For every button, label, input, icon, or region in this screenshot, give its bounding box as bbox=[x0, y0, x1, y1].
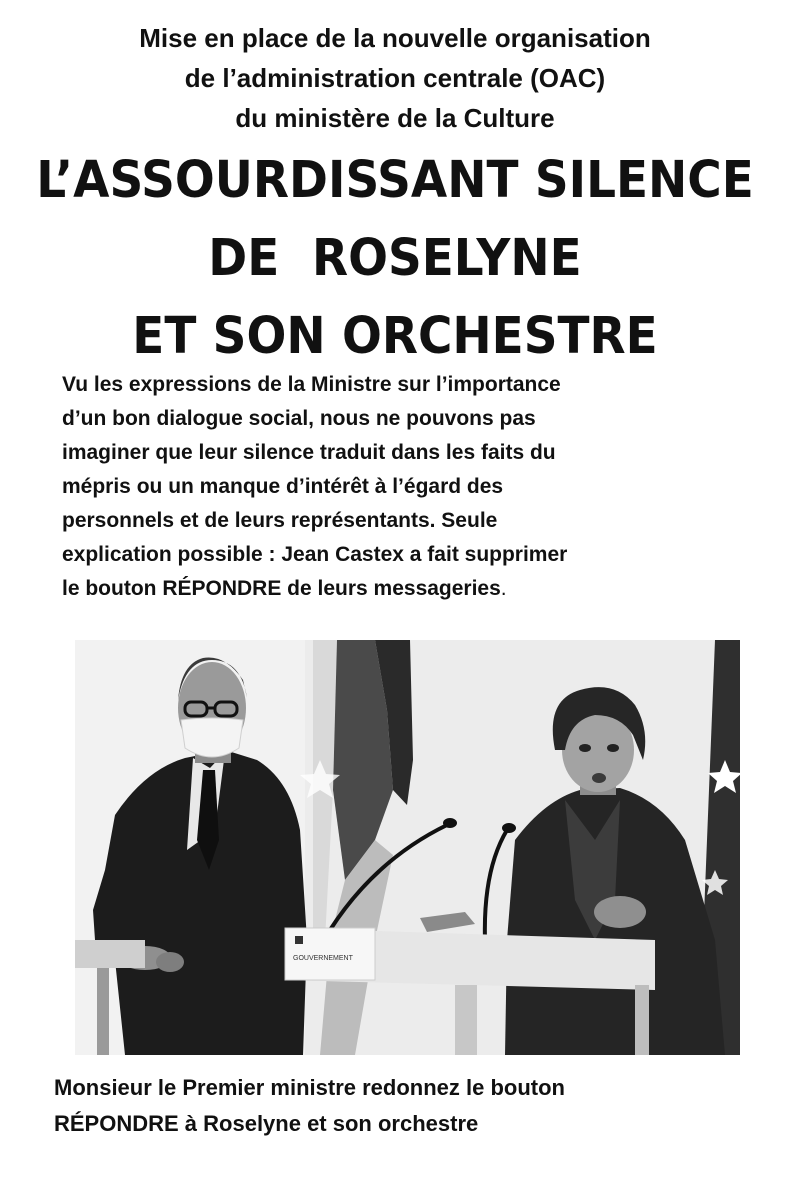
body-line: mépris ou un manque d’intérêt à l’égard des bbox=[62, 475, 504, 498]
body-line: Vu les expressions de la Ministre sur l’importance bbox=[62, 373, 561, 396]
body-line: d’un bon dialogue social, nous ne pouvons pas bbox=[62, 407, 536, 430]
headline-line: ET SON ORCHESTRE bbox=[132, 307, 658, 366]
headline bbox=[32, 142, 759, 376]
body-line: explication possible : Jean Castex a fait supprimer bbox=[62, 543, 568, 566]
headline-line: L’ASSOURDISSANT SILENCE bbox=[36, 151, 754, 210]
subtitle-line: du ministère de la Culture bbox=[235, 103, 555, 133]
closing-line: RÉPONDRE à Roselyne et son orchestre bbox=[54, 1111, 479, 1136]
subtitle bbox=[0, 18, 790, 138]
headline-line: DE ROSELYNE bbox=[208, 229, 582, 288]
body-line-last bbox=[62, 572, 762, 606]
closing-message bbox=[54, 1070, 774, 1142]
subtitle-line: de l’administration centrale (OAC) bbox=[184, 63, 606, 93]
body-paragraph bbox=[62, 368, 762, 606]
body-line: imaginer que leur silence traduit dans les faits du bbox=[62, 441, 556, 464]
body-final-period: . bbox=[500, 577, 507, 600]
lectern-label: GOUVERNEMENT bbox=[293, 955, 353, 962]
body-line: personnels et de leurs représentants. Seule bbox=[62, 509, 498, 532]
body-line-text: le bouton RÉPONDRE de leurs messageries bbox=[62, 577, 501, 600]
subtitle-line: Mise en place de la nouvelle organisation bbox=[139, 23, 651, 53]
closing-line: Monsieur le Premier ministre redonnez le bouton bbox=[54, 1075, 565, 1100]
press-conference-photo bbox=[75, 640, 740, 1055]
